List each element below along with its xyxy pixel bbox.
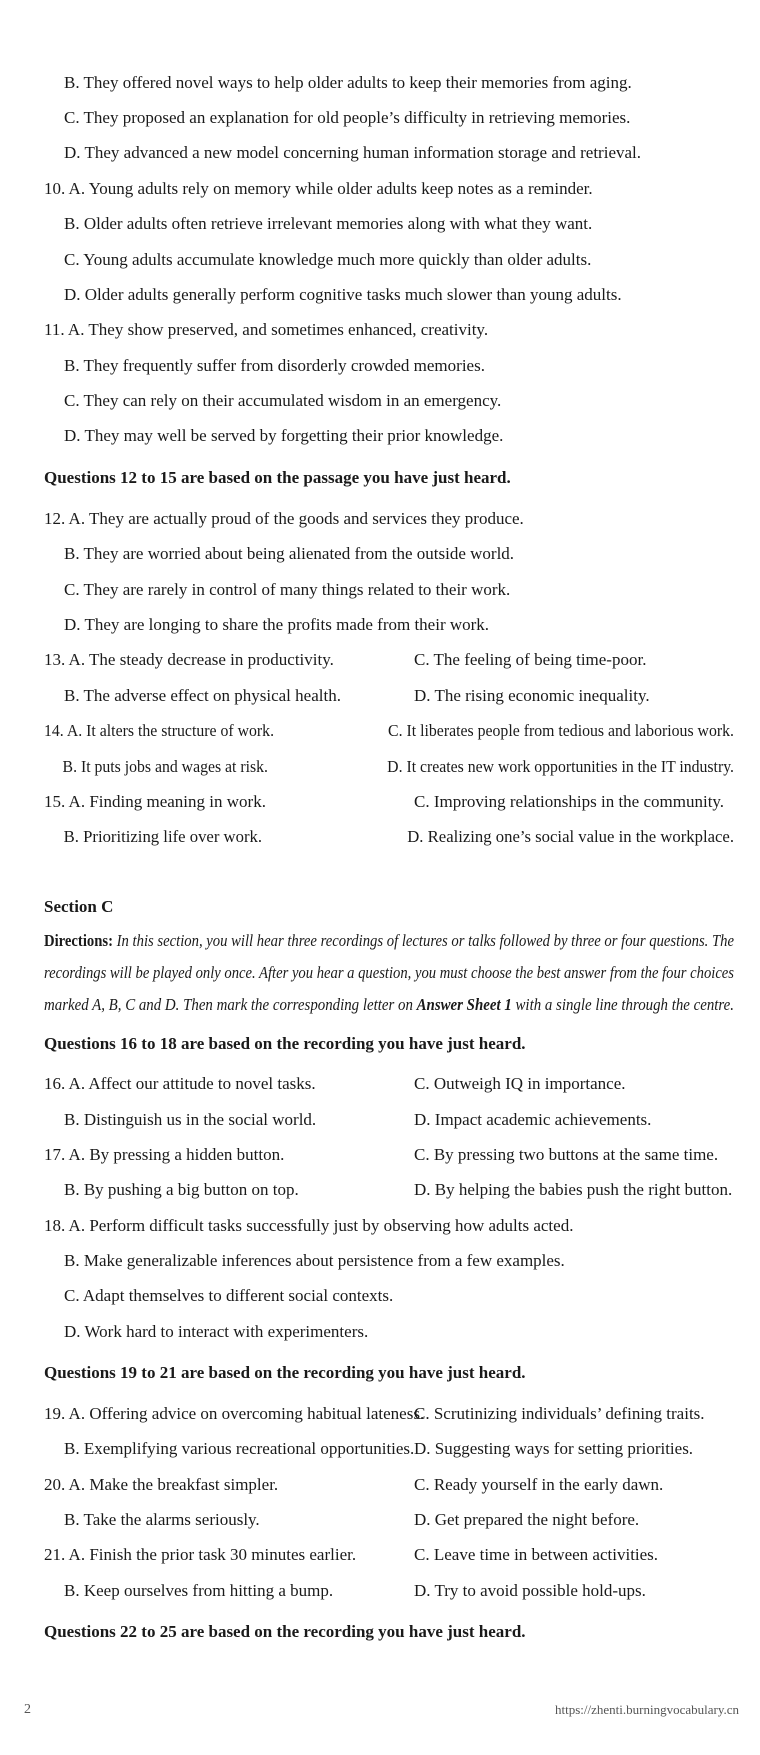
option-text: C. Outweigh IQ in importance.	[414, 1074, 626, 1093]
option-text: C. The feeling of being time-poor.	[414, 650, 647, 669]
option-text: D. Impact academic achievements.	[414, 1110, 652, 1129]
option-text: D. They may well be served by forgetting their prior knowledge.	[64, 426, 504, 445]
directions-text: with a single line through the centre.	[515, 995, 734, 1014]
option-text: C. They are rarely in control of many things related to their work.	[64, 580, 511, 599]
option-text: D. Older adults generally perform cognitive tasks much slower than young adults.	[64, 285, 622, 304]
option-text: B. They offered novel ways to help older adults to keep their memories from aging.	[64, 73, 632, 92]
option-text: D. Suggesting ways for setting priorities.	[414, 1439, 694, 1458]
heading-questions-12-15: Questions 12 to 15 are based on the passage you have just heard.	[44, 468, 511, 487]
directions-line-1	[44, 925, 734, 957]
option-text: B. Keep ourselves from hitting a bump.	[64, 1581, 334, 1600]
option-text: 18. A. Perform difficult tasks successfully just by observing how adults acted.	[44, 1216, 574, 1235]
option-text: C. Adapt themselves to different social contexts.	[64, 1286, 394, 1305]
option-text: 19. A. Offering advice on overcoming habitual lateness.	[44, 1404, 425, 1423]
option-text: B. The adverse effect on physical health.	[64, 686, 341, 705]
option-text: C. By pressing two buttons at the same time.	[414, 1145, 719, 1164]
option-text: 15. A. Finding meaning in work.	[44, 792, 266, 811]
answer-sheet-label: Answer Sheet 1	[416, 995, 512, 1014]
option-text: B. Exemplifying various recreational opportunities.	[64, 1439, 415, 1458]
option-text: B. They frequently suffer from disorderly crowded memories.	[64, 356, 485, 375]
option-text: 20. A. Make the breakfast simpler.	[44, 1475, 279, 1494]
option-text: D. By helping the babies push the right button.	[414, 1180, 733, 1199]
directions-line-3	[44, 989, 734, 1021]
option-text: 21. A. Finish the prior task 30 minutes earlier.	[44, 1545, 357, 1564]
option-text: C. Ready yourself in the early dawn.	[414, 1475, 664, 1494]
option-text: 16. A. Affect our attitude to novel tasks.	[44, 1074, 316, 1093]
directions-text: marked A, B, C and D. Then mark the corresponding letter on	[44, 995, 413, 1014]
option-text: D. Get prepared the night before.	[414, 1510, 640, 1529]
option-text: 14. A. It alters the structure of work.	[44, 721, 275, 740]
option-text: B. Older adults often retrieve irrelevant memories along with what they want.	[64, 214, 593, 233]
option-text: B. Make generalizable inferences about persistence from a few examples.	[64, 1251, 565, 1270]
option-text: B. It puts jobs and wages at risk.	[62, 757, 268, 776]
option-text: D. They advanced a new model concerning human information storage and retrieval.	[64, 143, 642, 162]
option-text: D. They are longing to share the profits made from their work.	[64, 615, 490, 634]
footer-url: https://zhenti.burningvocabulary.cn	[555, 1702, 739, 1717]
option-text: C. Young adults accumulate knowledge much more quickly than older adults.	[64, 250, 592, 269]
option-text: D. Realizing one’s social value in the workplace.	[407, 827, 734, 846]
directions-line-2	[44, 957, 734, 989]
heading-questions-19-21: Questions 19 to 21 are based on the recording you have just heard.	[44, 1363, 526, 1382]
option-text: D. The rising economic inequality.	[414, 686, 650, 705]
option-text: 12. A. They are actually proud of the goods and services they produce.	[44, 509, 524, 528]
option-text: C. Scrutinizing individuals’ defining traits.	[414, 1404, 705, 1423]
option-text: 11. A. They show preserved, and sometimes enhanced, creativity.	[44, 320, 489, 339]
option-text: 13. A. The steady decrease in productivity.	[44, 650, 334, 669]
option-text: C. It liberates people from tedious and laborious work.	[388, 721, 734, 740]
option-text: 10. A. Young adults rely on memory while older adults keep notes as a reminder.	[44, 179, 593, 198]
option-text: C. They can rely on their accumulated wisdom in an emergency.	[64, 391, 502, 410]
option-text: C. Leave time in between activities.	[414, 1545, 659, 1564]
heading-questions-22-25: Questions 22 to 25 are based on the recording you have just heard.	[44, 1622, 526, 1641]
directions-label: Directions:	[44, 931, 113, 950]
option-text: D. Work hard to interact with experimenters.	[64, 1322, 369, 1341]
option-text: B. Distinguish us in the social world.	[64, 1110, 317, 1129]
option-text: B. They are worried about being alienated from the outside world.	[64, 544, 515, 563]
option-text: B. Take the alarms seriously.	[64, 1510, 260, 1529]
directions-text: In this section, you will hear three recordings of lectures or talks followed by three or four questions. The	[116, 931, 734, 950]
option-text: D. Try to avoid possible hold-ups.	[414, 1581, 646, 1600]
option-text: B. By pushing a big button on top.	[64, 1180, 299, 1199]
option-text: C. They proposed an explanation for old people’s difficulty in retrieving memories.	[64, 108, 631, 127]
heading-questions-16-18: Questions 16 to 18 are based on the recording you have just heard.	[44, 1034, 526, 1053]
directions-text: recordings will be played only once. After you hear a question, you must choose the best answer from the four choices	[44, 963, 734, 982]
option-text: 17. A. By pressing a hidden button.	[44, 1145, 285, 1164]
option-text: B. Prioritizing life over work.	[63, 827, 263, 846]
option-text: D. It creates new work opportunities in the IT industry.	[387, 757, 734, 776]
page-number: 2	[24, 1702, 31, 1717]
option-text: C. Improving relationships in the community.	[414, 792, 725, 811]
section-c-heading: Section C	[44, 897, 114, 916]
